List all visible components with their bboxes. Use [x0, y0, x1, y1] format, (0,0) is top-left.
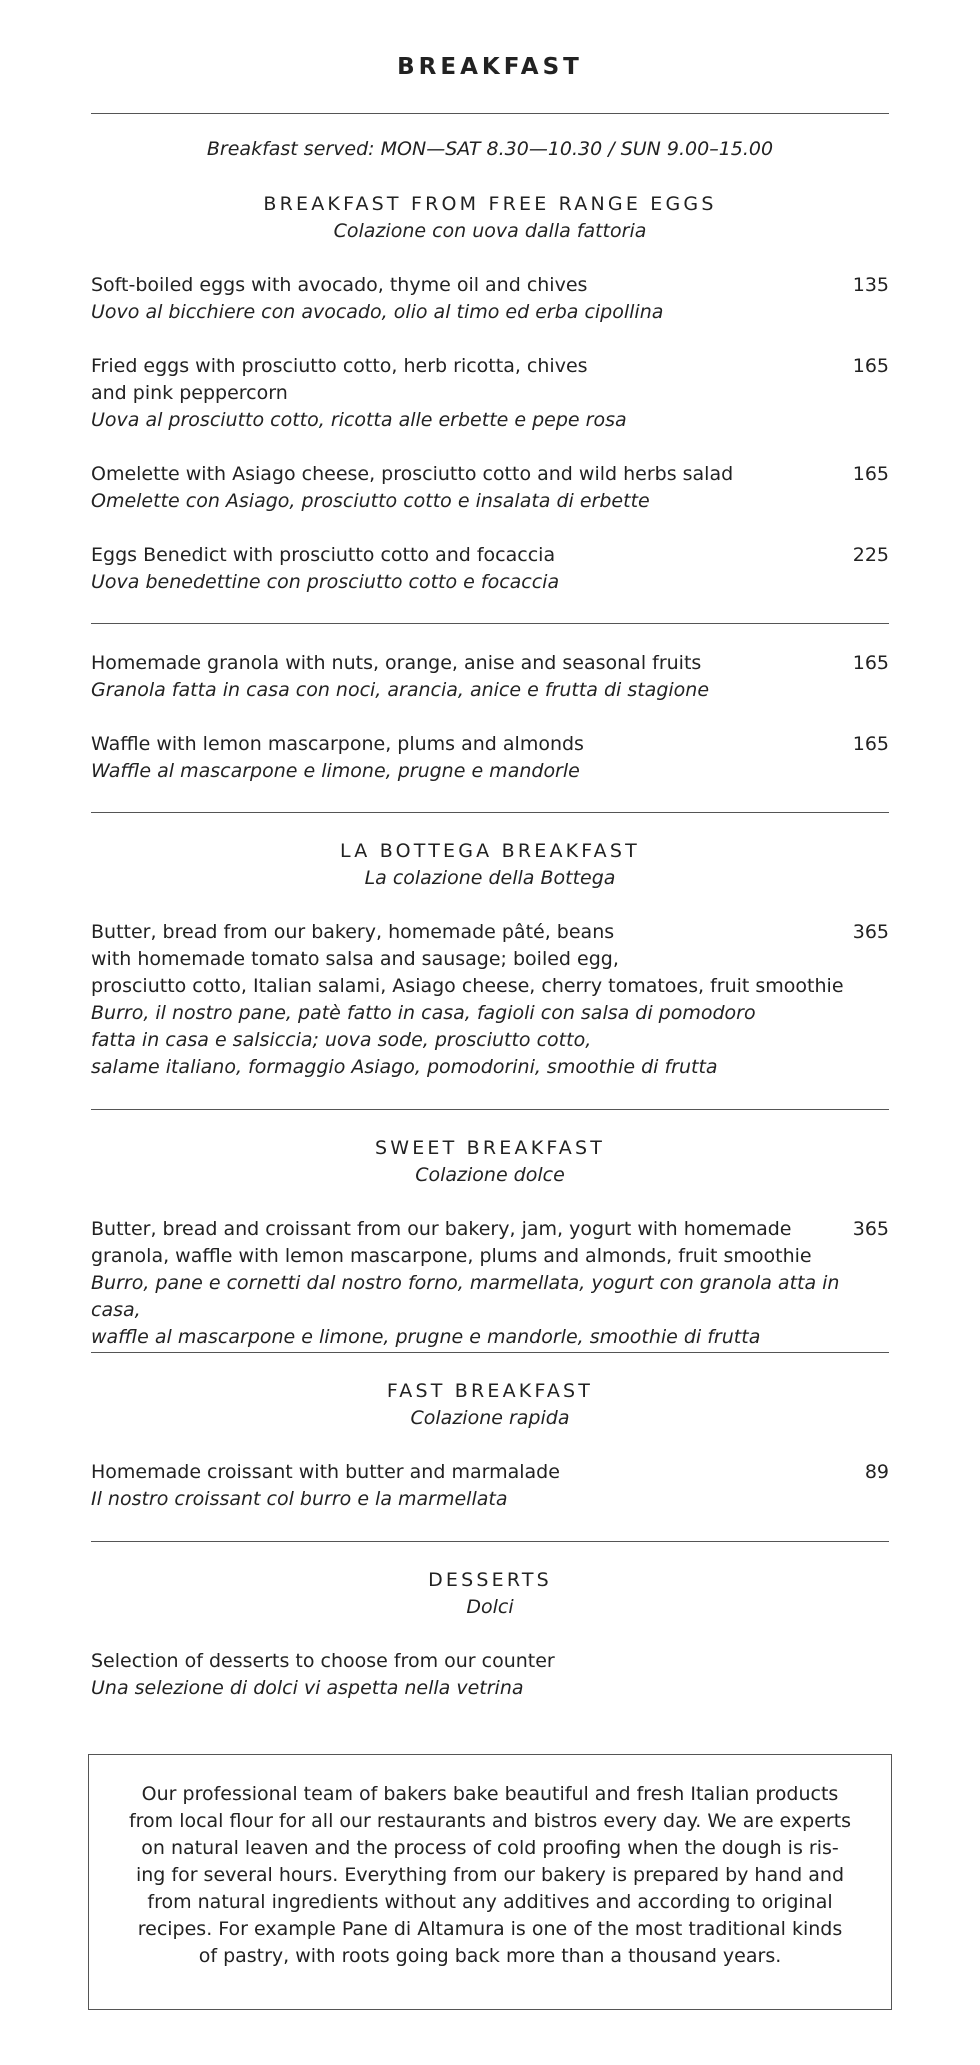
item-name: Soft-boiled eggs with avocado, thyme oil and chives	[91, 274, 588, 296]
menu-item	[91, 272, 889, 326]
section-subtitle: Colazione dolce	[415, 1164, 565, 1186]
divider	[91, 1541, 889, 1542]
section-title: BREAKFAST FROM FREE RANGE EGGS	[263, 193, 717, 215]
item-name-italian: Uova benedettine con prosciutto cotto e focaccia	[91, 571, 560, 593]
item-name: Homemade croissant with butter and marmalade	[91, 1461, 560, 1483]
item-price: 365	[852, 921, 889, 943]
item-name: Butter, bread and croissant from our bakery, jam, yogurt with homemade granola, waffle with lemon mascarpone, plums and almonds, fruit smoothie	[91, 1218, 812, 1267]
item-name: Waffle with lemon mascarpone, plums and almonds	[91, 733, 584, 755]
section-header-fast	[91, 1378, 889, 1432]
item-name-italian: Omelette con Asiago, prosciutto cotto e insalata di erbette	[91, 490, 650, 512]
section-subtitle: Colazione rapida	[410, 1407, 570, 1429]
menu-item	[91, 461, 889, 515]
divider	[91, 113, 889, 114]
breakfast-hours: Breakfast served: MON—SAT 8.30—10.30 / SUN 9.00–15.00	[206, 138, 774, 160]
item-price: 225	[852, 544, 889, 566]
bakery-note-text: Our professional team of bakers bake beautiful and fresh Italian products from local flour for all our restaurants and bistros every day. We are experts on natural leaven and the process of cold proofing when the dough is ris- ing for several hours. Everything from our bakery is prepared by hand and from natural ingredients without any additives and according to original recipes. For example Pane di Altamura is one of the most traditional kinds of pastry, with roots going back more than a thousand years.	[128, 1783, 852, 1967]
section-header-eggs	[91, 191, 889, 245]
divider	[91, 1109, 889, 1110]
section-title: LA BOTTEGA BREAKFAST	[340, 840, 640, 862]
section-subtitle: La colazione della Bottega	[364, 867, 616, 889]
item-price: 165	[852, 355, 889, 377]
item-name-italian: Una selezione di dolci vi aspetta nella vetrina	[91, 1677, 524, 1699]
item-name: Homemade granola with nuts, orange, anise and seasonal fruits	[91, 652, 702, 674]
section-subtitle: Dolci	[466, 1596, 514, 1618]
section-header-desserts	[91, 1567, 889, 1621]
section-header-sweet	[91, 1135, 889, 1189]
menu-item	[91, 353, 889, 434]
menu-item	[91, 731, 889, 785]
divider	[91, 812, 889, 813]
item-name: Selection of desserts to choose from our counter	[91, 1650, 555, 1672]
menu-item	[91, 650, 889, 704]
item-name: Butter, bread from our bakery, homemade pâté, beans with homemade tomato salsa and sausage; boiled egg, prosciutto cotto, Italian salami, Asiago cheese, cherry tomatoes, fruit smoothie	[91, 921, 844, 997]
item-name-italian: Burro, pane e cornetti dal nostro forno, marmellata, yogurt con granola atta in casa, waffle al mascarpone e limone, prugne e mandorle, smoothie di frutta	[91, 1272, 840, 1348]
menu-item	[91, 919, 889, 1081]
item-name-italian: Il nostro croissant col burro e la marmellata	[91, 1488, 508, 1510]
item-name-italian: Uovo al bicchiere con avocado, olio al timo ed erba cipollina	[91, 301, 664, 323]
item-name: Eggs Benedict with prosciutto cotto and focaccia	[91, 544, 556, 566]
item-name: Fried eggs with prosciutto cotto, herb ricotta, chives and pink peppercorn	[91, 355, 588, 404]
item-price: 165	[852, 733, 889, 755]
item-price: 135	[852, 274, 889, 296]
menu-item	[91, 542, 889, 596]
menu-item	[91, 1459, 889, 1513]
item-name-italian: Uova al prosciutto cotto, ricotta alle erbette e pepe rosa	[91, 409, 627, 431]
page-title: BREAKFAST	[397, 54, 583, 80]
bakery-note-box	[88, 1754, 892, 2010]
item-name-italian: Granola fatta in casa con noci, arancia, anice e frutta di stagione	[91, 679, 710, 701]
item-price: 89	[864, 1461, 889, 1483]
item-price: 165	[852, 652, 889, 674]
item-name-italian: Burro, il nostro pane, patè fatto in casa, fagioli con salsa di pomodoro fatta in casa e salsiccia; uova sode, prosciutto cotto, salame italiano, formaggio Asiago, pomodorini, smoothie di frutta	[91, 1002, 756, 1078]
item-name: Omelette with Asiago cheese, prosciutto cotto and wild herbs salad	[91, 463, 734, 485]
section-title: SWEET BREAKFAST	[374, 1137, 606, 1159]
section-header-bottega	[91, 838, 889, 892]
menu-item	[91, 1648, 889, 1702]
section-title: DESSERTS	[428, 1569, 552, 1591]
section-subtitle: Colazione con uova dalla fattoria	[333, 220, 647, 242]
item-price: 165	[852, 463, 889, 485]
item-name-italian: Waffle al mascarpone e limone, prugne e mandorle	[91, 760, 580, 782]
section-title: FAST BREAKFAST	[386, 1380, 594, 1402]
menu-item	[91, 1216, 889, 1351]
item-price: 365	[852, 1218, 889, 1240]
divider	[91, 623, 889, 624]
divider	[91, 1352, 889, 1353]
